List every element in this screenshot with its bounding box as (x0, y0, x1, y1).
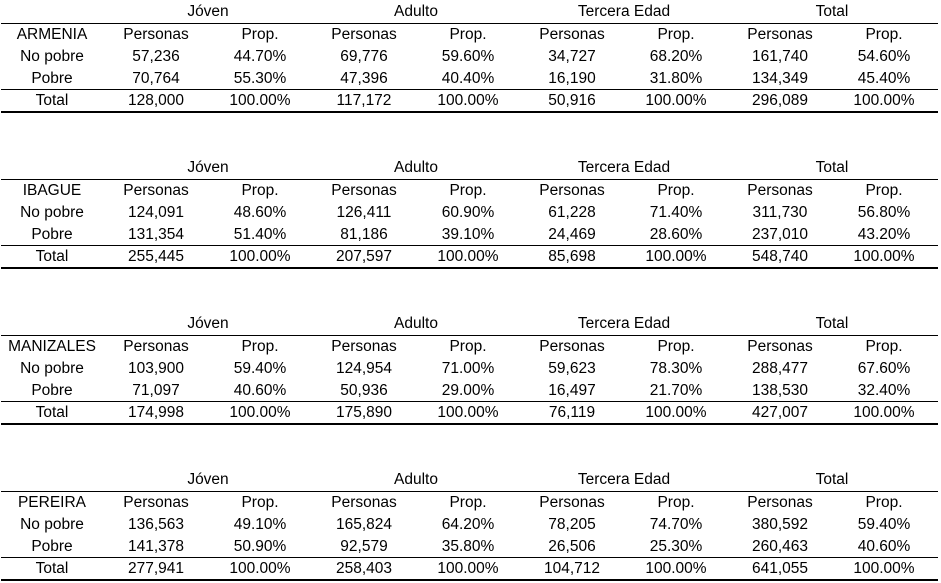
table-cell: 59.60% (441, 48, 495, 65)
table-cell: 71,097 (132, 382, 180, 399)
group-header-row (0, 469, 941, 491)
table-cell: 100.00% (229, 404, 291, 421)
table-row (0, 202, 941, 224)
table-cell: 48.60% (233, 204, 287, 221)
table-cell: 100.00% (853, 404, 915, 421)
table-cell: 49.10% (233, 516, 287, 533)
table-cell: 296,089 (751, 92, 809, 109)
table-cell: 57,236 (132, 48, 180, 65)
table-cell: 100.00% (645, 404, 707, 421)
group-header: Jóven (187, 471, 229, 488)
table-cell: 64.20% (441, 516, 495, 533)
table-cell: 641,055 (751, 560, 809, 577)
column-header: Prop. (657, 182, 695, 199)
group-header: Total (815, 3, 849, 20)
column-header: Personas (747, 26, 813, 43)
table-cell: 60.90% (441, 204, 495, 221)
table-cell: 50,916 (548, 92, 596, 109)
table-cell: 100.00% (229, 92, 291, 109)
table-cell: 174,998 (127, 404, 185, 421)
subheader-row (0, 336, 941, 358)
table-cell: 40.60% (233, 382, 287, 399)
table-row (0, 358, 941, 380)
table-cell: 100.00% (437, 92, 499, 109)
subheader-row (0, 492, 941, 514)
group-header: Adulto (394, 315, 438, 332)
table-cell: 26,506 (548, 538, 596, 555)
table-cell: 311,730 (752, 204, 808, 221)
table-cell: 61,228 (548, 204, 596, 221)
city-table (0, 313, 941, 425)
table-cell: 45.40% (857, 70, 911, 87)
column-header: Personas (539, 26, 605, 43)
table-cell: 165,824 (335, 516, 393, 533)
table-cell: 71.40% (649, 204, 703, 221)
row-label: Total (35, 92, 69, 109)
column-header: Prop. (865, 338, 903, 355)
table-cell: 124,954 (335, 360, 393, 377)
table-cell: 71.00% (441, 360, 495, 377)
column-header: Personas (539, 182, 605, 199)
total-top-rule (1, 557, 938, 558)
column-header: Prop. (865, 494, 903, 511)
table-row (0, 224, 941, 246)
table-cell: 70,764 (132, 70, 180, 87)
group-header: Jóven (187, 3, 229, 20)
table-cell: 59.40% (233, 360, 287, 377)
table-cell: 69,776 (340, 48, 388, 65)
table-cell: 237,010 (751, 226, 809, 243)
table-row (0, 68, 941, 90)
row-label: Pobre (31, 538, 73, 555)
column-header: Personas (747, 338, 813, 355)
table-cell: 136,563 (127, 516, 185, 533)
table-cell: 59.40% (857, 516, 911, 533)
column-header: Personas (123, 26, 189, 43)
group-header: Adulto (394, 3, 438, 20)
table-cell: 31.80% (649, 70, 703, 87)
column-header: Prop. (657, 338, 695, 355)
table-cell: 161,740 (751, 48, 809, 65)
table-cell: 117,172 (336, 92, 392, 109)
city-name: MANIZALES (8, 338, 96, 355)
column-header: Personas (123, 494, 189, 511)
table-cell: 131,354 (127, 226, 185, 243)
total-row (0, 246, 941, 268)
table-cell: 67.60% (857, 360, 911, 377)
table-cell: 175,890 (335, 404, 393, 421)
column-header: Personas (539, 338, 605, 355)
city-table (0, 1, 941, 113)
table-cell: 68.20% (649, 48, 703, 65)
table-cell: 25.30% (649, 538, 703, 555)
column-header: Personas (123, 182, 189, 199)
table-cell: 76,119 (548, 404, 596, 421)
group-header: Total (815, 315, 849, 332)
column-header: Prop. (865, 182, 903, 199)
total-row (0, 90, 941, 112)
table-cell: 47,396 (340, 70, 388, 87)
column-header: Prop. (449, 26, 487, 43)
table-cell: 427,007 (751, 404, 809, 421)
column-header: Prop. (449, 182, 487, 199)
city-table (0, 157, 941, 269)
row-label: No pobre (20, 516, 84, 533)
total-bottom-rule (1, 423, 938, 425)
column-header: Personas (331, 182, 397, 199)
table-cell: 126,411 (336, 204, 392, 221)
column-header: Personas (331, 338, 397, 355)
table-cell: 74.70% (649, 516, 703, 533)
column-header: Prop. (449, 338, 487, 355)
row-label: Total (35, 560, 69, 577)
total-row (0, 558, 941, 580)
column-header: Prop. (241, 182, 279, 199)
total-bottom-rule (1, 267, 938, 269)
table-cell: 138,530 (751, 382, 809, 399)
row-label: Total (35, 404, 69, 421)
group-header: Tercera Edad (577, 315, 671, 332)
total-top-rule (1, 401, 938, 402)
table-row (0, 514, 941, 536)
table-cell: 78.30% (649, 360, 703, 377)
table-cell: 29.00% (441, 382, 495, 399)
city-name: PEREIRA (17, 494, 87, 511)
column-header: Personas (123, 338, 189, 355)
group-header: Jóven (187, 159, 229, 176)
total-bottom-rule (1, 579, 938, 581)
column-header: Prop. (241, 494, 279, 511)
table-cell: 16,497 (548, 382, 596, 399)
row-label: No pobre (20, 48, 84, 65)
table-cell: 207,597 (335, 248, 393, 265)
table-cell: 50.90% (233, 538, 287, 555)
group-header: Adulto (394, 159, 438, 176)
table-cell: 43.20% (857, 226, 911, 243)
table-cell: 85,698 (548, 248, 596, 265)
table-cell: 100.00% (437, 404, 499, 421)
table-row (0, 536, 941, 558)
group-header-row (0, 157, 941, 179)
table-cell: 100.00% (229, 248, 291, 265)
total-top-rule (1, 245, 938, 246)
table-cell: 55.30% (233, 70, 287, 87)
table-cell: 260,463 (751, 538, 809, 555)
column-header: Prop. (241, 338, 279, 355)
row-label: No pobre (20, 204, 84, 221)
column-header: Prop. (657, 26, 695, 43)
table-row (0, 46, 941, 68)
group-header: Total (815, 471, 849, 488)
table-cell: 258,403 (335, 560, 393, 577)
column-header: Prop. (241, 26, 279, 43)
table-cell: 50,936 (340, 382, 388, 399)
table-cell: 34,727 (548, 48, 596, 65)
table-cell: 100.00% (645, 92, 707, 109)
city-name: IBAGUE (22, 182, 82, 199)
table-cell: 100.00% (437, 248, 499, 265)
column-header: Personas (747, 494, 813, 511)
table-cell: 51.40% (233, 226, 287, 243)
column-header: Prop. (449, 494, 487, 511)
table-cell: 104,712 (543, 560, 601, 577)
total-bottom-rule (1, 111, 938, 113)
table-cell: 40.60% (857, 538, 911, 555)
table-cell: 59,623 (548, 360, 596, 377)
table-cell: 100.00% (853, 92, 915, 109)
column-header: Personas (331, 494, 397, 511)
table-cell: 32.40% (857, 382, 911, 399)
table-cell: 380,592 (751, 516, 809, 533)
city-table (0, 469, 941, 581)
table-cell: 24,469 (548, 226, 596, 243)
table-cell: 548,740 (751, 248, 809, 265)
table-cell: 39.10% (441, 226, 495, 243)
group-header: Tercera Edad (577, 471, 671, 488)
table-cell: 128,000 (127, 92, 185, 109)
row-label: Pobre (31, 226, 73, 243)
table-cell: 56.80% (857, 204, 911, 221)
group-header-row (0, 313, 941, 335)
table-cell: 100.00% (229, 560, 291, 577)
table-cell: 54.60% (857, 48, 911, 65)
table-cell: 100.00% (645, 560, 707, 577)
group-header: Tercera Edad (577, 3, 671, 20)
total-row (0, 402, 941, 424)
table-cell: 28.60% (649, 226, 703, 243)
group-header-row (0, 1, 941, 23)
table-cell: 277,941 (127, 560, 185, 577)
table-cell: 288,477 (751, 360, 809, 377)
table-cell: 100.00% (437, 560, 499, 577)
table-cell: 78,205 (548, 516, 596, 533)
city-name: ARMENIA (16, 26, 88, 43)
table-cell: 81,186 (340, 226, 388, 243)
subheader-row (0, 24, 941, 46)
table-cell: 103,900 (127, 360, 185, 377)
row-label: Total (35, 248, 69, 265)
column-header: Personas (331, 26, 397, 43)
table-cell: 124,091 (127, 204, 185, 221)
group-header: Total (815, 159, 849, 176)
row-label: No pobre (20, 360, 84, 377)
table-cell: 100.00% (853, 248, 915, 265)
table-cell: 44.70% (233, 48, 287, 65)
group-header: Tercera Edad (577, 159, 671, 176)
table-cell: 21.70% (649, 382, 703, 399)
table-cell: 255,445 (127, 248, 185, 265)
column-header: Prop. (865, 26, 903, 43)
table-cell: 35.80% (441, 538, 495, 555)
table-row (0, 380, 941, 402)
total-top-rule (1, 89, 938, 90)
table-cell: 40.40% (441, 70, 495, 87)
column-header: Personas (747, 182, 813, 199)
table-cell: 134,349 (751, 70, 809, 87)
group-header: Adulto (394, 471, 438, 488)
row-label: Pobre (31, 382, 73, 399)
row-label: Pobre (31, 70, 73, 87)
group-header: Jóven (187, 315, 229, 332)
table-cell: 100.00% (853, 560, 915, 577)
subheader-row (0, 180, 941, 202)
table-cell: 141,378 (127, 538, 185, 555)
table-cell: 100.00% (645, 248, 707, 265)
column-header: Prop. (657, 494, 695, 511)
column-header: Personas (539, 494, 605, 511)
table-cell: 16,190 (548, 70, 596, 87)
table-cell: 92,579 (340, 538, 388, 555)
